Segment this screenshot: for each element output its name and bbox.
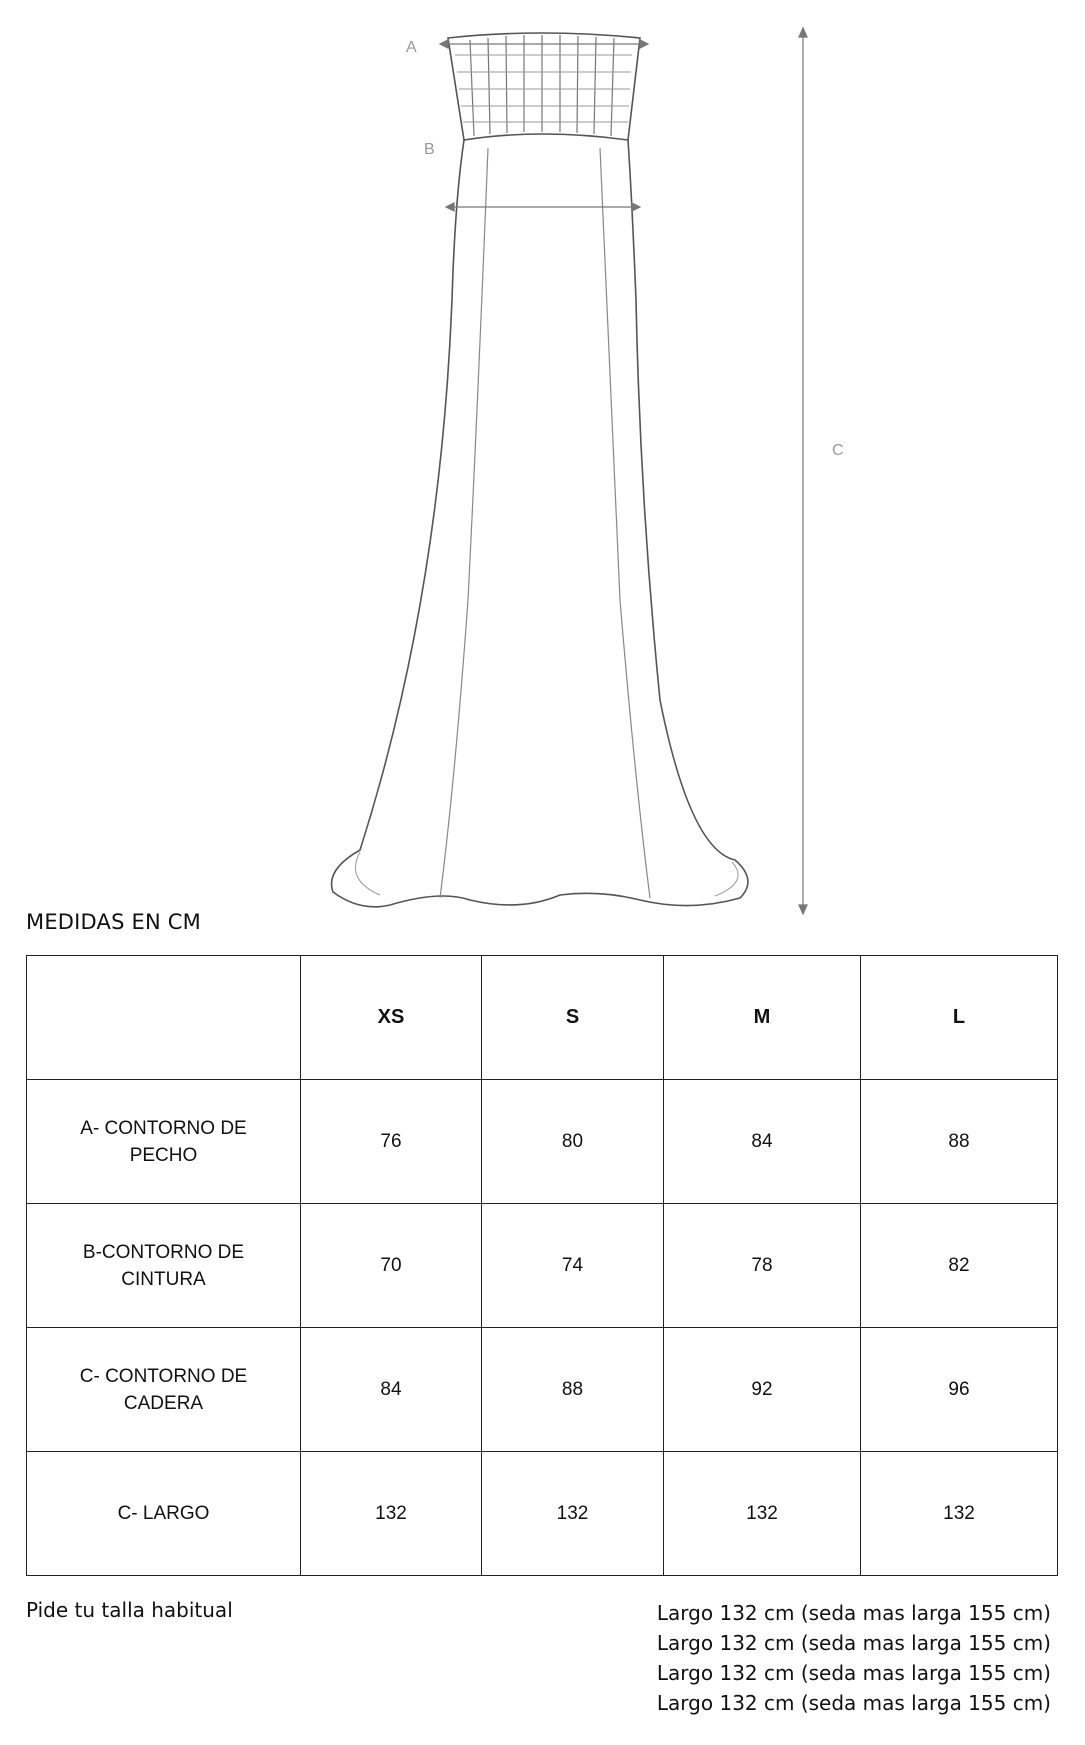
header-empty-cell	[27, 956, 301, 1080]
row-label: C- LARGO	[27, 1452, 301, 1576]
length-note-line: Largo 132 cm (seda mas larga 155 cm)	[656, 1631, 1051, 1655]
table-cell: 132	[861, 1452, 1058, 1576]
table-cell: 132	[301, 1452, 482, 1576]
table-cell: 80	[482, 1080, 664, 1204]
measure-b-label: B	[424, 141, 435, 158]
row-label: B-CONTORNO DE CINTURA	[27, 1204, 301, 1328]
table-cell: 88	[482, 1328, 664, 1452]
header-m: M	[664, 956, 861, 1080]
table-cell: 96	[861, 1328, 1058, 1452]
table-cell: 84	[301, 1328, 482, 1452]
row-label: C- CONTORNO DE CADERA	[27, 1328, 301, 1452]
table-cell: 82	[861, 1204, 1058, 1328]
table-cell: 84	[664, 1080, 861, 1204]
measure-c-label: C	[832, 442, 844, 459]
measure-b-arrow	[446, 203, 640, 211]
table-row	[27, 1452, 1058, 1576]
header-s: S	[482, 956, 664, 1080]
table-cell: 76	[301, 1080, 482, 1204]
table-row	[27, 1328, 1058, 1452]
table-cell: 78	[664, 1204, 861, 1328]
table-cell: 70	[301, 1204, 482, 1328]
length-notes	[631, 1598, 1051, 1718]
table-cell: 92	[664, 1328, 861, 1452]
size-chart-table	[26, 955, 1058, 1576]
skirt	[332, 140, 748, 907]
table-cell: 132	[482, 1452, 664, 1576]
table-row	[27, 1080, 1058, 1204]
bodice	[448, 33, 640, 140]
table-cell: 88	[861, 1080, 1058, 1204]
length-note-line: Largo 132 cm (seda mas larga 155 cm)	[656, 1601, 1051, 1625]
table-header-row	[27, 956, 1058, 1080]
table-cell: 74	[482, 1204, 664, 1328]
row-label: A- CONTORNO DE PECHO	[27, 1080, 301, 1204]
size-advice-note: Pide tu talla habitual	[26, 1598, 233, 1622]
header-xs: XS	[301, 956, 482, 1080]
page-title: MEDIDAS EN CM	[26, 910, 201, 934]
measure-c-arrow	[799, 28, 807, 914]
measure-a-label: A	[406, 39, 417, 56]
header-l: L	[861, 956, 1058, 1080]
table-cell: 132	[664, 1452, 861, 1576]
length-note-line: Largo 132 cm (seda mas larga 155 cm)	[656, 1691, 1051, 1715]
length-note-line: Largo 132 cm (seda mas larga 155 cm)	[656, 1661, 1051, 1685]
table-row	[27, 1204, 1058, 1328]
measure-a-arrow	[440, 40, 648, 48]
